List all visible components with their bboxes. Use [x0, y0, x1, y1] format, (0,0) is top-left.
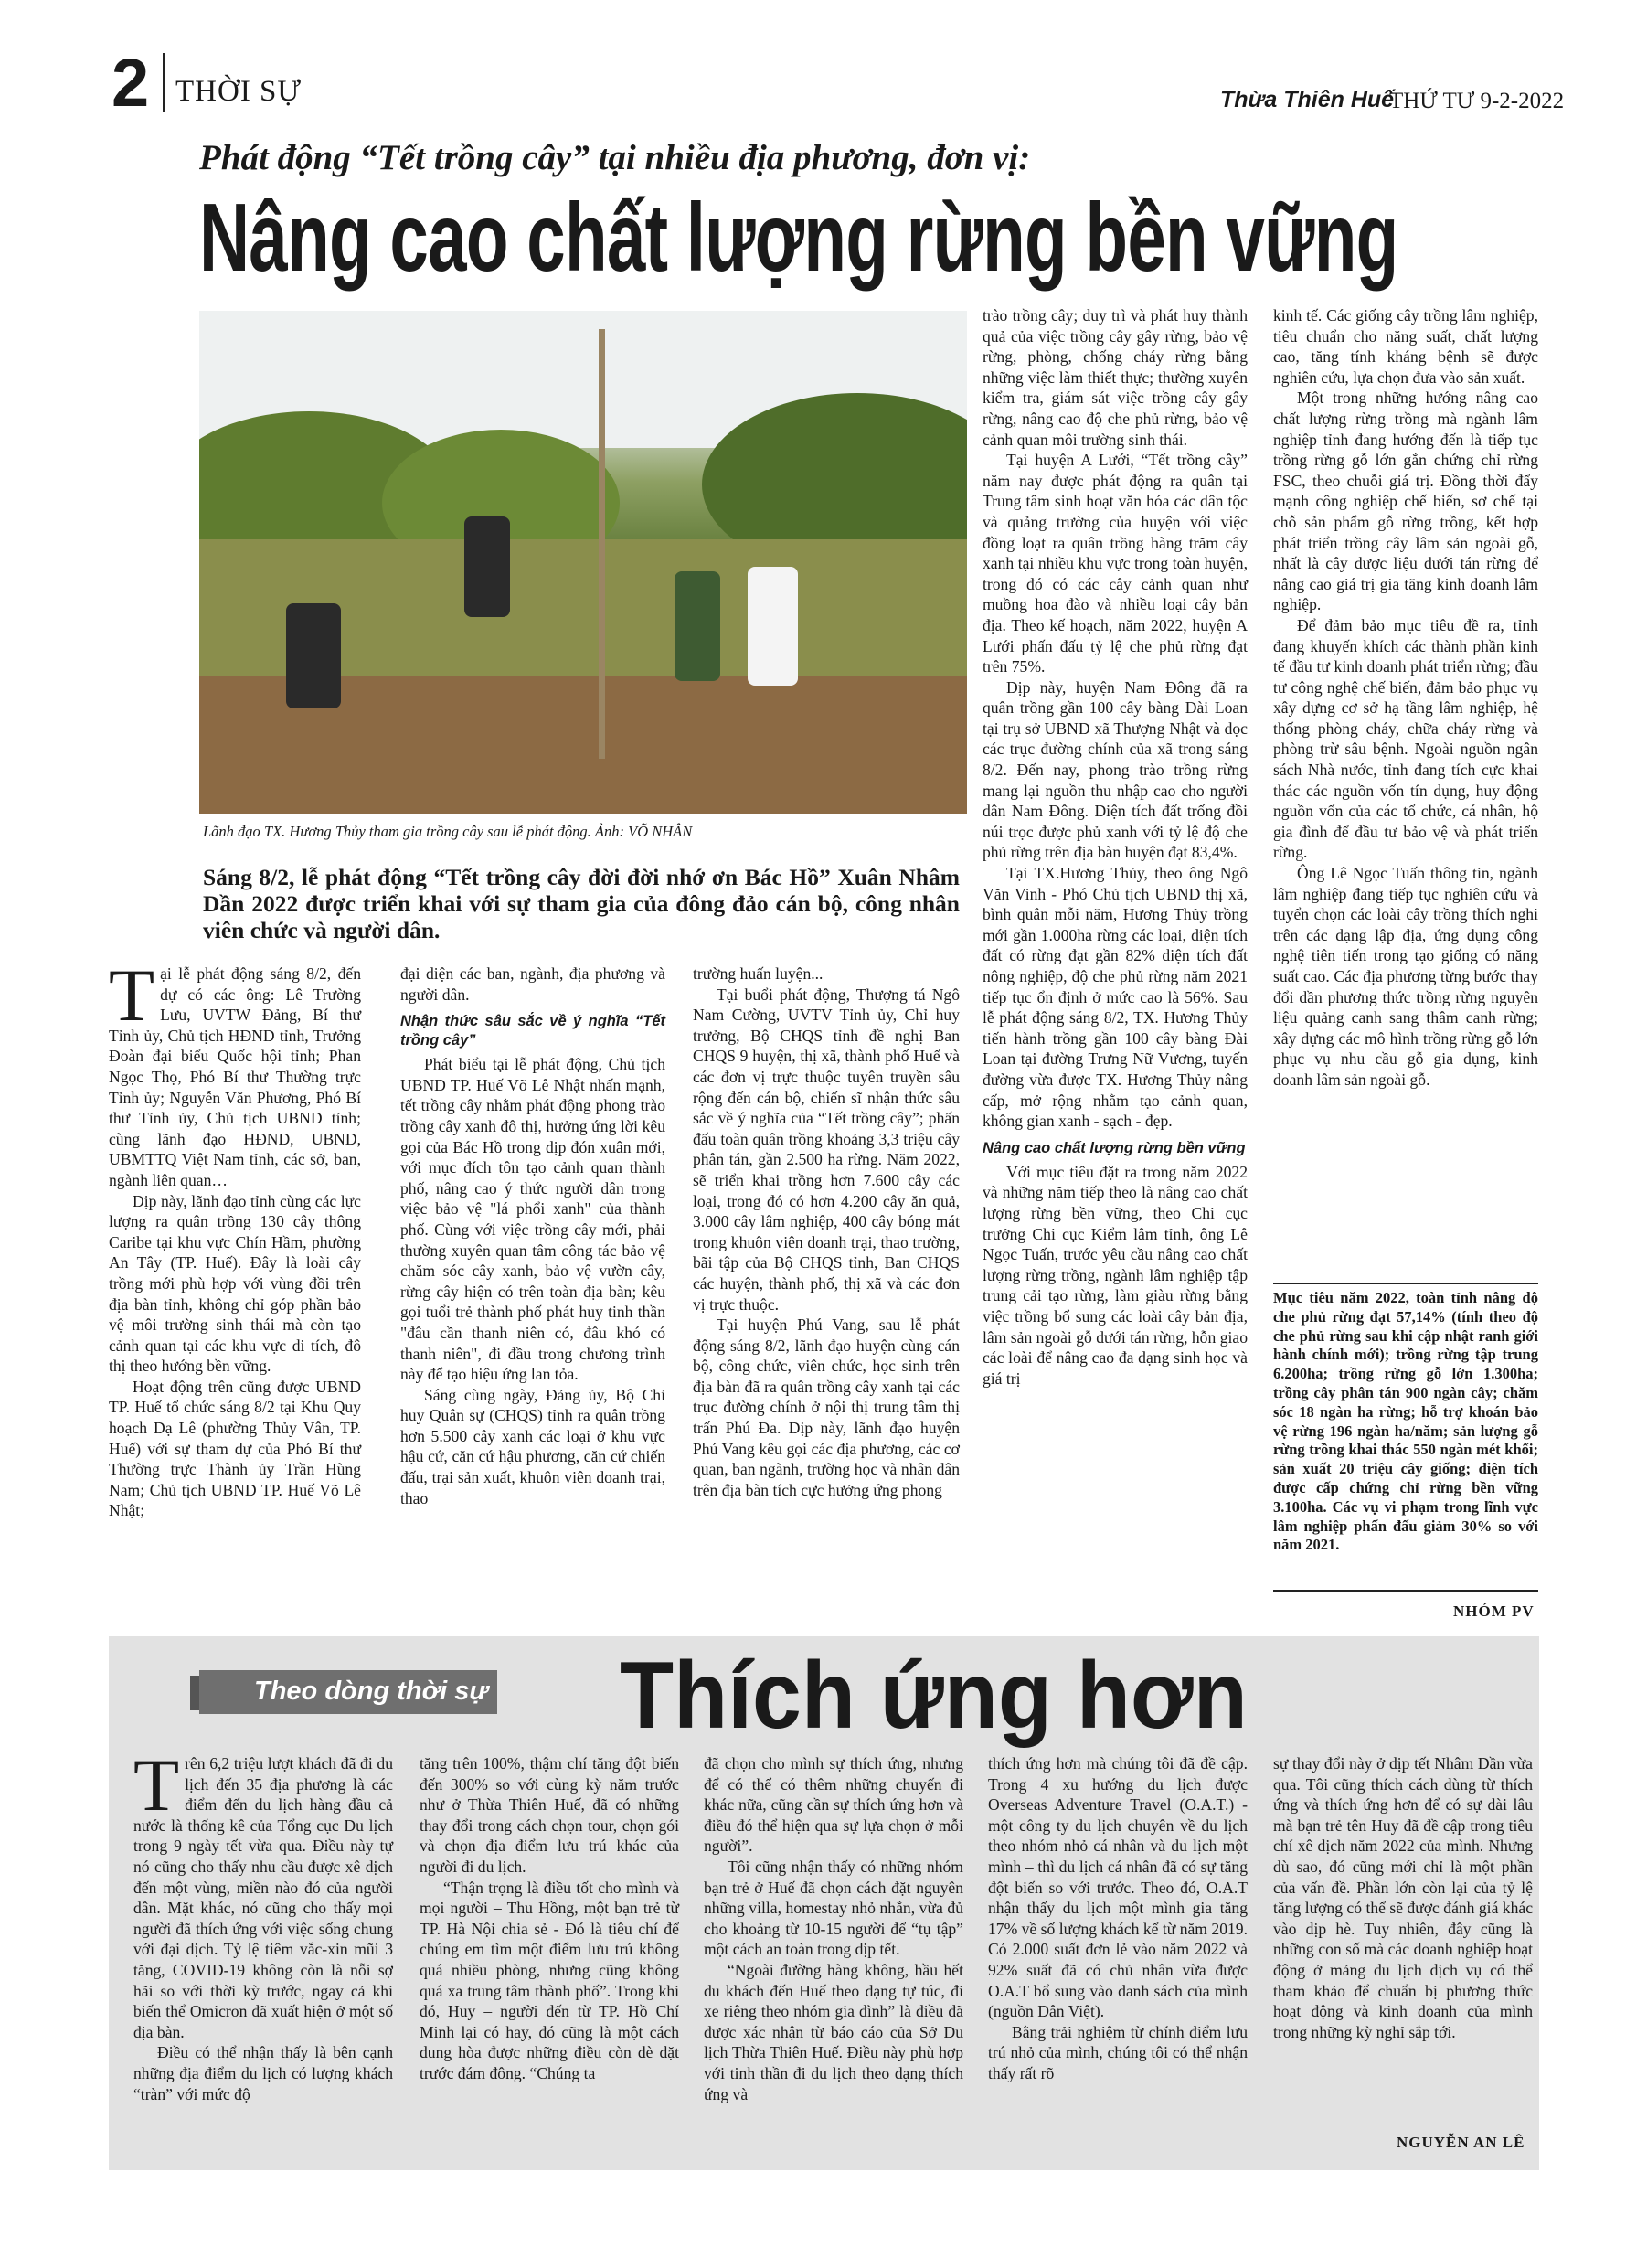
dropcap: T: [133, 1743, 180, 1826]
article-photo: [199, 311, 967, 814]
paragraph: Dịp này, lãnh đạo tỉnh cùng các lực lượng ra quân trồng 130 cây thông Caribe tại khu vực Chín Hầm, phường An Tây (TP. Huế). Đây là loài cây trồng mới phù hợp với vùng đồi trên địa bàn tỉnh, không chỉ góp phần bảo vệ môi trường sinh thái mà còn tạo cảnh quan tại các khu vực di tích, đô thị theo hướng bền vững.: [109, 1191, 361, 1376]
article-column-4: [983, 305, 1248, 1389]
article-column-3: [693, 964, 960, 1500]
column-tag-label: Theo dòng thời sự: [254, 1677, 489, 1706]
paper-name: Thừa Thiên Huế: [1220, 87, 1395, 112]
paragraph: Ông Lê Ngọc Tuấn thông tin, ngành lâm nghiệp đang tiếp tục nghiên cứu và tuyển chọn các loài cây trồng thích nghi trên các dạng lập địa, ứng dụng công nghệ tiên tiến trong tạo giống có năng suất cao. Các địa phương từng bước thay đổi dần phương thức trồng rừng nguyên liệu quảng canh sang thâm canh rừng; xây dựng các mô hình trồng rừng gỗ lớn phục vụ nhu cầu gỗ gia dụng, kinh doanh lâm sản ngoài gỗ.: [1273, 864, 1538, 1089]
paragraph: Hoạt động trên cũng được UBND TP. Huế tổ chức sáng 8/2 tại Khu Quy hoạch Dạ Lê (phường Thủy Vân, TP. Huế) với sự tham dự của Phó Bí thư Thường trực Thành ủy Trần Hùng Nam; Chủ tịch UBND TP. Huế Võ Lê Nhật;: [109, 1377, 361, 1520]
column-text-5: [1273, 1753, 1533, 2042]
paragraph: Bằng trải nghiệm từ chính điểm lưu trú nhỏ của mình, chúng tôi có thể nhận thấy rất rõ: [988, 2022, 1248, 2082]
article-column-5: [1273, 305, 1538, 1091]
paragraph: trào trồng cây; duy trì và phát huy thành quả của việc trồng cây gây rừng, bảo vệ rừng, phòng, chống cháy rừng bằng những việc làm thiết thực; thường xuyên kiểm tra, giám sát việc trồng cây gây rừng, nâng cao độ che phủ rừng, bảo vệ cảnh quan môi trường sinh thái.: [983, 306, 1248, 449]
paragraph: “Ngoài đường hàng không, hầu hết du khách đến Huế theo dạng tự túc, đi xe riêng theo nhóm gia đình” là điều đã được xác nhận từ báo cáo của Sở Du lịch Thừa Thiên Huế. Điều này phù hợp với tinh thần đi du lịch theo dạng thích ứng và: [704, 1960, 963, 2103]
paragraph: Điều có thể nhận thấy là bên cạnh những địa điểm du lịch có lượng khách “tràn” với mức độ: [133, 2043, 393, 2103]
paragraph: Tại buổi phát động, Thượng tá Ngô Nam Cường, UVTV Tỉnh ủy, Chỉ huy trưởng, Bộ CHQS tỉnh đề nghị Ban CHQS 9 huyện, thị xã, thành phố Huế và các đơn vị trực thuộc tuyên truyền sâu rộng đến cán bộ, chiến sĩ nhận thức sâu sắc về ý nghĩa của “Tết trồng cây”; phấn đấu toàn quân trồng khoảng 3,3 triệu cây phân tán, gần 2.500 ha rừng. Năm 2022, sẽ triển khai trồng hơn 7.600 cây các loại, trong đó có hơn 4.200 cây ăn quả, 3.000 cây lâm nghiệp, 400 cây bóng mát trong khuôn viên doanh trại, thao trường, bãi tập của Bộ CHQS tỉnh, Ban CHQS các huyện, thành phố, thị xã và các đơn vị trực thuộc.: [693, 985, 960, 1314]
photo-caption: Lãnh đạo TX. Hương Thủy tham gia trồng cây sau lễ phát động. Ảnh: VÕ NHÂN: [203, 823, 693, 840]
paragraph: Một trong những hướng nâng cao chất lượng rừng trồng mà ngành lâm nghiệp tỉnh đang hướng đến là tiếp tục trồng rừng gỗ lớn gắn chứng chỉ rừng FSC, theo chuỗi giá trị. Đồng thời đẩy mạnh công nghiệp chế biến, sơ chế tại chỗ sản phẩm gỗ rừng trồng, kết hợp phát triển trồng cây lâm sản ngoài gỗ, nhất là cây dược liệu dưới tán rừng để nâng cao giá trị gia tăng kinh doanh lâm nghiệp.: [1273, 389, 1538, 614]
column-text-3: [704, 1753, 963, 2104]
dropcap: T: [109, 953, 155, 1037]
column-text-2: [420, 1753, 679, 2084]
article-byline: NHÓM PV: [1453, 1603, 1535, 1620]
column-text-1: [133, 1743, 393, 2104]
subheading: Nâng cao chất lượng rừng bền vững: [983, 1139, 1246, 1156]
paragraph: tăng trên 100%, thậm chí tăng đột biến đến 300% so với cùng kỳ năm trước như ở Thừa Thiên Huế, đã có những thay đổi trong cách chọn tour, chọn gói và chọn địa điểm lưu trú khác của người đi du lịch.: [420, 1754, 679, 1876]
issue-date: THỨ TƯ 9-2-2022: [1389, 89, 1565, 113]
subheading: Nhận thức sâu sắc về ý nghĩa “Tết trồng cây”: [400, 1013, 665, 1049]
paragraph: kinh tế. Các giống cây trồng lâm nghiệp, tiêu chuẩn cho năng suất, chất lượng cao, tăng tính kháng bệnh sẽ được nghiên cứu, lựa chọn đưa vào sản xuất.: [1273, 306, 1538, 387]
target-box-note: Mục tiêu năm 2022, toàn tỉnh nâng độ che phủ rừng đạt 57,14% (tính theo độ che phủ rừng sau khi cập nhật ranh giới hành chính mới); trồng rừng tập trung 6.200ha; trồng rừng gỗ lớn 1.300ha; trồng cây phân tán 900 ngàn cây; chăm sóc 18 ngàn ha rừng; hỗ trợ khoán bảo vệ rừng 196 ngàn ha/năm; sản lượng gỗ rừng trồng khai thác 550 ngàn mét khối; sản xuất 20 triệu cây giống; diện tích được cấp chứng chỉ rừng bền vững 3.100ha. Các vụ vi phạm trong lĩnh vực lâm nghiệp phấn đấu giảm 30% so với năm 2021.: [1273, 1289, 1538, 1554]
paragraph: trường huấn luyện...: [693, 964, 824, 983]
page-number: 2: [112, 45, 150, 121]
paragraph: Với mục tiêu đặt ra trong năm 2022 và những năm tiếp theo là nâng cao chất lượng rừng bền vững, theo Chi cục trưởng Chi cục Kiểm lâm tỉnh, ông Lê Ngọc Tuấn, trước yêu cầu nâng cao chất lượng rừng trồng, ngành lâm nghiệp tập trung cải tạo rừng, làm giàu rừng bằng việc trồng bổ sung các loài cây bản địa, lâm sản ngoài gỗ dưới tán rừng, hỗn giao các loài để nâng cao đa dạng sinh học và giá trị: [983, 1162, 1248, 1388]
paragraph: “Thận trọng là điều tốt cho mình và mọi người – Thu Hồng, một bạn trẻ từ TP. Hà Nội chia sẻ - Đó là tiêu chí để chúng em tìm một điểm lưu trú không quá nhiều phòng, nhưng cũng không quá xa trung tâm thành phố”. Trong khi đó, Huy – người đến từ TP. Hồ Chí Minh lại có hay, đó cũng là một cách dung hòa được những điều còn dè dặt trước đám đông. “Chúng ta: [420, 1878, 679, 2082]
paragraph: đã chọn cho mình sự thích ứng, nhưng để có thể có thêm những chuyến đi khác nữa, cũng cần sự thích ứng hơn và điều đó thể hiện qua sự lựa chọn ở mỗi người”.: [704, 1754, 963, 1856]
paragraph: Tại huyện A Lưới, “Tết trồng cây” năm nay được phát động ra quân tại Trung tâm sinh hoạt văn hóa các dân tộc và quảng trường của huyện với việc đồng loạt ra quân trồng hàng trăm cây xanh tại nhiều khu vực trong toàn huyện, trong đó có các cây cảnh quan như muồng hoa đào và nhiều loại cây bản địa. Theo kế hoạch, năm 2022, huyện A Lưới phấn đấu tỷ lệ che phủ rừng đạt trên 75%.: [983, 451, 1248, 676]
section-label: THỜI SỰ: [175, 75, 303, 108]
paragraph: Tại TX.Hương Thủy, theo ông Ngô Văn Vinh - Phó Chủ tịch UBND thị xã, bình quân mỗi năm, Hương Thủy trồng mới gần 1.000ha rừng các loại, diện tích đất có rừng đạt gần 82% diện tích đất nông nghiệp, độ che phủ rừng năm 2021 tiếp tục ổn định ở mức cao là 56%. Sau lễ phát động sáng 8/2, TX. Hương Thủy tiến hành trồng gần 100 cây bàng Đài Loan tại đường Trưng Nữ Vương, tuyến đường vừa được TX. Hương Thủy nâng cấp, mở rộng nhằm tạo cảnh quan, không gian xanh - sạch - đẹp.: [983, 864, 1248, 1131]
paragraph: thích ứng hơn mà chúng tôi đã đề cập. Trong 4 xu hướng du lịch được Overseas Adventure Travel (O.A.T.) - một công ty du lịch chuyên về du lịch theo nhóm nhỏ cá nhân và du lịch một mình – thì du lịch cá nhân đã có sự tăng đột biến so với trước. Theo đó, O.A.T nhận thấy du lịch một mình gia tăng 17% về số lượng khách kể từ năm 2019. Có 2.000 suất đơn lẻ vào năm 2022 và 92% suất đã có chủ nhân vừa được O.A.T bổ sung vào danh sách của mình (nguồn Dân Việt).: [988, 1754, 1248, 2021]
paragraph: Tôi cũng nhận thấy có những nhóm bạn trẻ ở Huế đã chọn cách đặt nguyên những villa, homestay nhỏ nhắn, vừa đủ cho khoảng từ 10-15 người để “tụ tập” một cách an toàn trong dịp tết.: [704, 1857, 963, 1959]
paragraph: Dịp này, huyện Nam Đông đã ra quân trồng gần 100 cây bàng Đài Loan tại trụ sở UBND xã Thượng Nhật và dọc các trục đường chính của xã trong sáng 8/2. Đến nay, phong trào trồng rừng mang lại nguồn thu nhập cao cho người dân Nam Đông. Diện tích đất trống đồi núi trọc được phủ xanh với tỷ lệ độ che phủ rừng trên địa bàn huyện đạt 83,4%.: [983, 677, 1248, 862]
column-byline: NGUYỄN AN LÊ: [1397, 2134, 1525, 2151]
box-rule-bottom: [1273, 1590, 1538, 1592]
paragraph: ại lễ phát động sáng 8/2, đến dự có các ông: Lê Trường Lưu, UVTW Đảng, Bí thư Tỉnh ủy, Chủ tịch HĐND tỉnh, Trưởng Đoàn đại biểu Quốc hội tỉnh; Phan Ngọc Thọ, Phó Bí thư Thường trực Tỉnh ủy; Nguyễn Văn Phương, Phó Bí thư Tỉnh ủy, Chủ tịch UBND tỉnh; cùng lãnh đạo HĐND, UBND, UBMTTQ Việt Nam tỉnh, các sở, ban, ngành liên quan…: [109, 964, 361, 1189]
article-kicker: Phát động “Tết trồng cây” tại nhiều địa phương, đơn vị:: [199, 138, 1031, 177]
article-column-1: [109, 953, 361, 1521]
article-lead: Sáng 8/2, lễ phát động “Tết trồng cây đời đời nhớ ơn Bác Hồ” Xuân Nhâm Dần 2022 được triển khai với sự tham gia của đông đảo cán bộ, công nhân viên chức và người dân.: [203, 864, 960, 943]
column-headline: Thích ứng hơn: [620, 1643, 1248, 1749]
tree-planting-illustration: [199, 311, 967, 814]
column-tag: [199, 1670, 497, 1714]
paragraph: sự thay đổi này ở dịp tết Nhâm Dần vừa qua. Tôi cũng thích cách dùng từ thích ứng và thích ứng hơn để có sự dài lâu mà bạn trẻ tên Huy đã đề cập trong tiêu chí xê dịch năm 2022 của mình. Nhưng dù sao, đó cũng mới chỉ là một phần của vấn đề. Phần lớn còn lại của tỷ lệ tăng lượng có thể sẽ được đánh giá khác vào dịp hè. Tuy nhiên, đây cũng là những con số mà các doanh nghiệp hoạt động ở mảng du lịch dịch vụ có thể tham khảo để chuẩn bị phương thức hoạt động và kinh doanh của mình trong những kỳ nghỉ sắp tới.: [1273, 1754, 1533, 2041]
paragraph: đại diện các ban, ngành, địa phương và người dân.: [400, 964, 665, 1004]
header-divider: [163, 53, 165, 112]
paragraph: rên 6,2 triệu lượt khách đã đi du lịch đến 35 địa phương là các điểm đến du lịch hàng đầu cả nước là thống kê của Tổng cục Du lịch trong 9 ngày tết vừa qua. Điều này tự nó cũng cho thấy nhu cầu được xê dịch đến một vùng, miền nào đó của người dân. Mặt khác, nó cũng cho thấy mọi người đã thích ứng với việc sống chung với đại dịch. Tỷ lệ tiêm vắc-xin mũi 3 tăng, COVID-19 không còn là nỗi sợ hãi so với thời kỳ trước, ngay cả khi biến thể Omicron đã xuất hiện ở một số địa bàn.: [133, 1754, 393, 2041]
article-column-2: [400, 964, 665, 1508]
paragraph: Phát biểu tại lễ phát động, Chủ tịch UBND TP. Huế Võ Lê Nhật nhấn mạnh, tết trồng cây nhằm phát động phong trào trồng cây xanh đô thị, hưởng ứng lời kêu gọi của Bác Hồ trong dịp đón xuân mới, với mục đích tôn tạo cảnh quan thành phố, nâng cao ý thức người dân trong việc bảo vệ "lá phổi xanh" của thành phố. Cùng với việc trồng cây mới, phải thường xuyên quan tâm công tác bảo vệ chăm sóc cây xanh, bảo vệ vườn cây, rừng cây hiện có trên toàn địa bàn; kêu gọi tuổi trẻ thành phố phát huy tinh thần "đâu cần thanh niên có, đâu khó có thanh niên", đi đầu trong chương trình này để tạo hiệu ứng lan tỏa.: [400, 1055, 665, 1384]
column-text-4: [988, 1753, 1248, 2084]
paragraph: Sáng cùng ngày, Đảng ủy, Bộ Chỉ huy Quân sự (CHQS) tỉnh ra quân trồng hơn 5.500 cây xanh các loại ở khu vực hậu cứ, căn cứ hậu phương, căn cứ chiến đấu, trại sản xuất, khuôn viên doanh trại, thao: [400, 1385, 665, 1507]
box-rule-top: [1273, 1283, 1538, 1284]
article-headline: Nâng cao chất lượng rừng bền vững: [199, 184, 1398, 292]
paragraph: Tại huyện Phú Vang, sau lễ phát động sáng 8/2, lãnh đạo huyện cùng cán bộ, công chức, viên chức, học sinh trên địa bàn đã ra quân trồng cây xanh tại các trục đường chính ở nội thị trung tâm thị trấn Phú Đa. Dịp này, lãnh đạo huyện Phú Vang kêu gọi các địa phương, các cơ quan, ban ngành, trường học và nhân dân trên địa bàn tích cực hưởng ứng phong: [693, 1315, 960, 1499]
paragraph: Để đảm bảo mục tiêu đề ra, tỉnh đang khuyến khích các thành phần kinh tế đầu tư kinh doanh phát triển rừng; đầu tư công nghệ chế biến, đảm bảo phục vụ xây dựng cơ sở hạ tầng lâm nghiệp, hệ thống phòng cháy, chữa cháy rừng và phòng trừ sâu bệnh. Ngoài nguồn ngân sách Nhà nước, tỉnh đang tích cực khai thác các nguồn vốn tín dụng, huy động nguồn vốn của các tổ chức, cá nhân, hộ gia đình để đầu tư bảo vệ và phát triển rừng.: [1273, 615, 1538, 862]
